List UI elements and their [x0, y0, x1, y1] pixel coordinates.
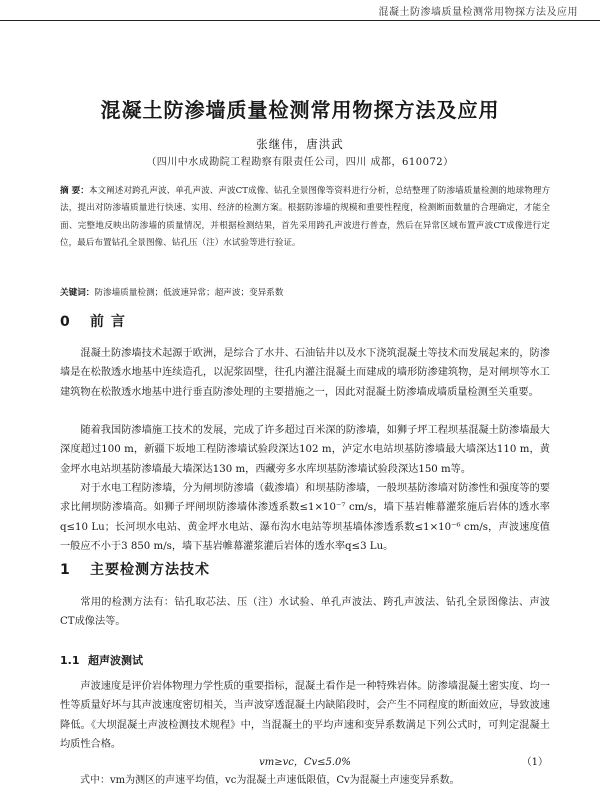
section-number: 1 — [60, 562, 71, 578]
formula-1: vm≥vc，Cv≤5.0% — [259, 757, 351, 768]
intro-paragraph-2: 随着我国防渗墙施工技术的发展，完成了许多超过百米深的防渗墙，如狮子坪工程坝基混凝土防渗墙最大深度超过100 m，新疆下坂地工程防渗墙试验段深达102 m，泸定水电站坝基防渗墙最大墙深达110 m，黄金坪水电站坝基防渗墙最大墙深达130 m，西藏旁多水库坝基防渗墙试验段深达150 m等。 — [60, 425, 550, 475]
subsection-number: 1.1 — [60, 654, 80, 667]
formula-note: 式中：vm为测区的声速平均值，vc为混凝土声速低限值，Cv为混凝土声速变异系数。 — [80, 775, 460, 786]
methods-paragraph-1: 常用的检测方法有：钻孔取芯法、压（注）水试验、单孔声波法、跨孔声波法、钻孔全景图像法、声波CT成像法等。 — [60, 597, 550, 628]
section-heading-methods — [60, 559, 210, 579]
keywords — [60, 285, 550, 302]
section-title: 前 言 — [90, 314, 126, 330]
keywords-label: 关键词： — [60, 288, 95, 298]
intro-paragraph-1: 混凝土防渗墙技术起源于欧洲，是综合了水井、石油钻井以及水下浇筑混凝土等技术而发展起来的，防渗墙是在松散透水地基中连续造孔，以泥浆固壁，往孔内灌注混凝土而建成的墙形防渗建筑物，是对闸坝等水工建筑物在松散透水地基中进行垂直防渗处理的主要措施之一，因此对混凝土防渗墙成墙质量检测至关重要。 — [60, 348, 550, 398]
intro-paragraph-3: 对于水电工程防渗墙，分为闸坝防渗墙（截渗墙）和坝基防渗墙，一般坝基防渗墙对防渗性和强度等的要求比闸坝防渗墙高。如狮子坪闸坝防渗墙体渗透系数≤1×10⁻⁷ cm/s，墙下基岩帷幕灌浆施后岩体的透水率q≤10 Lu；长河坝水电站、黄金坪水电站、瀑布沟水电站等坝基墙体渗透系数≤1×10⁻⁶ cm/s，声波速度值一般应不小于3 850 m/s，墙下基岩帷幕灌浆灌后岩体的透水率q≤3 Lu。 — [60, 483, 550, 553]
running-title: 混凝土防渗墙质量检测常用物探方法及应用 — [378, 7, 578, 18]
paper-authors: 张继伟，唐洪武 — [256, 137, 344, 151]
subsection-title: 超声波测试 — [88, 654, 143, 667]
running-header — [0, 0, 600, 21]
formula-number: （1） — [521, 757, 548, 768]
paper-affiliation: （四川中水成勘院工程勘察有限责任公司，四川 成都，610072） — [146, 157, 454, 168]
keywords-text: 防渗墙质量检测；低波速异常；超声波；变异系数 — [94, 288, 284, 298]
subsection-heading-ultrasonic — [60, 652, 143, 668]
abstract — [60, 183, 550, 253]
paper-title: 混凝土防渗墙质量检测常用物探方法及应用 — [100, 98, 500, 122]
section-heading-intro — [60, 311, 126, 331]
ultrasonic-paragraph-1: 声波速度是评价岩体物理力学性质的重要指标，混凝土看作是一种特殊岩体。防渗墙混凝土密实度、均一性等质量好坏与其声波速度密切相关，当声波穿透混凝土内缺陷段时，会产生不同程度的断面效应，导致波速降低。《大坝混凝土声波检测技术规程》中，当混凝土的平均声速和变异系数满足下列公式时，可判定混凝土均质性合格。 — [60, 681, 550, 751]
section-number: 0 — [60, 314, 71, 330]
abstract-text: 本文阐述对跨孔声波、单孔声波、声波CT成像、钻孔全景图像等资料进行分析，总结整理了防渗墙质量检测的地球物理方法，提出对防渗墙质量进行快速、实用、经济的检测方案。根据防渗墙的规模和重要性程度，检测断面数量的合理确定，才能全面、完整地反映出防渗墙的质量情况，并根据检测结果，首先采用跨孔声波进行普查，然后在异常区域布置声波CT成像进行定位，最后布置钻孔全景图像、钻孔压（注）水试验等进行验证。 — [60, 186, 550, 249]
section-title: 主要检测方法技术 — [90, 562, 210, 578]
abstract-label: 摘 要： — [60, 186, 89, 196]
